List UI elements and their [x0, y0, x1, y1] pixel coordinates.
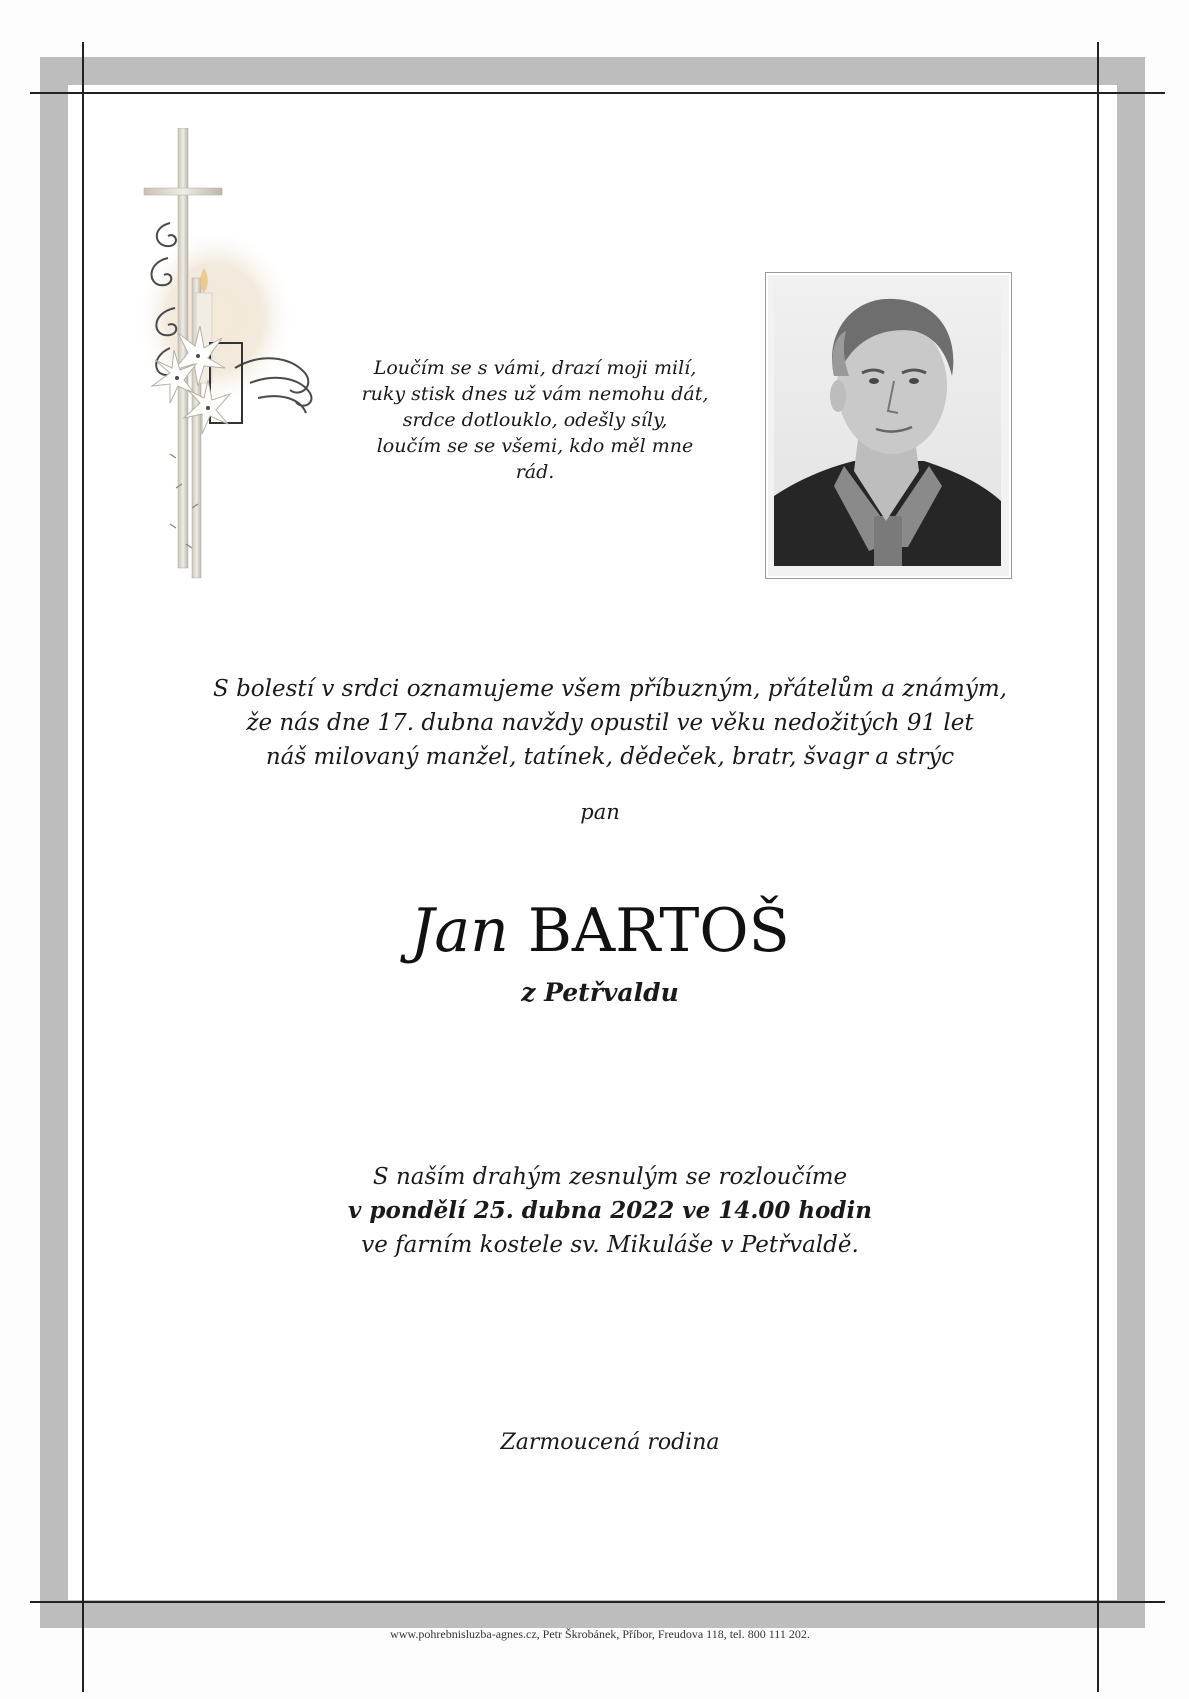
salutation: pan	[580, 800, 620, 824]
frame-line-right	[1097, 42, 1099, 1692]
farewell-poem	[360, 355, 710, 485]
frame-band-right	[1117, 57, 1145, 1628]
announcement-line: že nás dne 17. dubna navždy opustil ve věku nedožitých 91 let	[246, 710, 974, 736]
portrait-photo	[774, 281, 1001, 566]
announcement-text	[160, 672, 1060, 774]
ceremony-details	[200, 1160, 1020, 1262]
frame-band-left	[40, 57, 68, 1628]
cross-candle-lilies-icon	[140, 128, 355, 618]
footer-contact: www.pohrebnisluzba-agnes.cz, Petr Škrobánek, Příbor, Freudova 118, tel. 800 111 202.	[390, 1627, 810, 1641]
frame-line-left	[82, 42, 84, 1692]
ceremony-intro: S naším drahým zesnulým se rozloučíme	[372, 1164, 848, 1190]
announcement-line: S bolestí v srdci oznamujeme všem příbuzným, přátelům a známým,	[213, 676, 1007, 702]
frame-line-bottom	[30, 1601, 1165, 1603]
deceased-origin: z Petřvaldu	[521, 978, 679, 1007]
ceremony-datetime: v pondělí 25. dubna 2022 ve 14.00 hodin	[348, 1197, 872, 1224]
announcement-line: náš milovaný manžel, tatínek, dědeček, bratr, švagr a strýc	[265, 744, 955, 770]
ceremony-place: ve farním kostele sv. Mikuláše v Petřvaldě.	[361, 1232, 859, 1258]
deceased-name	[200, 895, 1000, 967]
poem-line: srdce dotlouklo, odešly síly,	[402, 409, 668, 431]
portrait-frame	[765, 272, 1012, 579]
poem-line: Loučím se s vámi, drazí moji milí,	[373, 357, 697, 379]
frame-band-bottom	[40, 1600, 1145, 1628]
poem-line: ruky stisk dnes už vám nemohu dát,	[361, 383, 709, 405]
poem-line: loučím se se všemi, kdo měl mne rád.	[376, 435, 694, 483]
family-signature: Zarmoucená rodina	[500, 1430, 720, 1455]
frame-line-top	[30, 92, 1165, 94]
frame-band-top	[40, 57, 1145, 85]
first-name: Jan	[410, 896, 509, 966]
last-name: BARTOŠ	[527, 896, 790, 966]
